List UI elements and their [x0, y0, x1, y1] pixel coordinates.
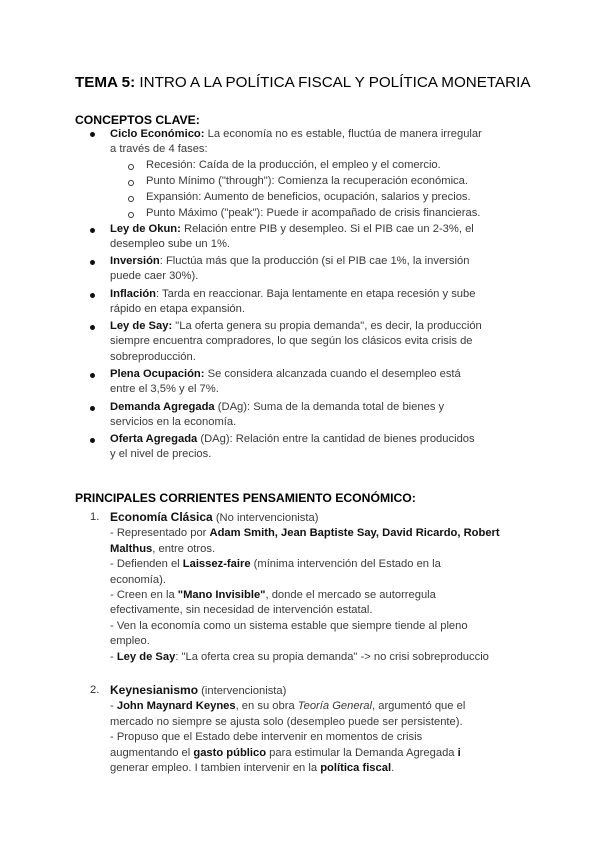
bullet-icon: [90, 325, 95, 330]
concept-ciclo: Ciclo Económico: La economía no es estable, fluctúa de manera irregular a través de 4 fases:: [110, 128, 482, 156]
fase-punto-maximo: Punto Máximo ("peak"): Puede ir acompañado de crisis financieras.: [146, 207, 481, 219]
concepts-heading: CONCEPTOS CLAVE:: [75, 113, 200, 127]
list-number: 2.: [90, 684, 100, 696]
bullet-icon: [90, 293, 95, 298]
bullet-icon: [90, 260, 95, 265]
currents-heading: PRINCIPALES CORRIENTES PENSAMIENTO ECONÓMICO:: [75, 491, 416, 505]
page-title: TEMA 5: INTRO A LA POLÍTICA FISCAL Y POLÍTICA MONETARIA: [75, 74, 531, 91]
concept-demanda-agregada: Demanda Agregada (DAg): Suma de la demanda total de bienes y servicios en la economía.: [110, 401, 445, 429]
current-clasica: Economía Clásica (No intervencionista) - Representado por Adam Smith, Jean Baptiste Say, David Ricardo, Robert Malthus, entre otros. - Defienden el Laissez-faire (mínima intervención del Estado en la economía). - Creen en la "Mano Invisible", donde el mercado se autorregula efectivamente, sin necesidad de intervención estatal. - Ven la economía como un sistema estable que siempre tiende al pleno empleo. - Ley de Say: "La oferta crea su propia demanda" -> no crisi sobreproduccio: [110, 510, 500, 663]
bullet-icon: [90, 132, 95, 137]
concept-plena-ocupacion: Plena Ocupación: Se considera alcanzada cuando el desempleo está entre el 3,5% y el 7%.: [110, 368, 461, 396]
bullet-icon: [90, 438, 95, 443]
concept-inflacion: Inflación: Tarda en reaccionar. Baja lentamente en etapa recesión y sube rápido en etapa expansión.: [110, 288, 476, 316]
fase-punto-minimo: Punto Mínimo ("through"): Comienza la recuperación económica.: [146, 175, 468, 187]
circle-bullet-icon: [128, 196, 134, 202]
circle-bullet-icon: [128, 164, 134, 170]
concept-okun: Ley de Okun: Relación entre PIB y desempleo. Si el PIB cae un 2-3%, el desempleo sube un 1%.: [110, 223, 474, 251]
concept-ley-say: Ley de Say: "La oferta genera su propia demanda", es decir, la producción siempre encuentra compradores, lo que según los clásicos evita crisis de sobreproducción.: [110, 320, 482, 363]
fase-recesion: Recesión: Caída de la producción, el empleo y el comercio.: [146, 159, 441, 171]
concept-oferta-agregada: Oferta Agregada (DAg): Relación entre la cantidad de bienes producidos y el nivel de precios.: [110, 433, 475, 461]
fase-expansion: Expansión: Aumento de beneficios, ocupación, salarios y precios.: [146, 191, 471, 203]
circle-bullet-icon: [128, 180, 134, 186]
bullet-icon: [90, 406, 95, 411]
bullet-icon: [90, 228, 95, 233]
list-number: 1.: [90, 511, 100, 523]
bullet-icon: [90, 373, 95, 378]
concept-inversion: Inversión: Fluctúa más que la producción (si el PIB cae 1%, la inversión puede caer 30%).: [110, 255, 470, 283]
circle-bullet-icon: [128, 212, 134, 218]
current-keynesianismo: Keynesianismo (intervencionista) - John Maynard Keynes, en su obra Teoría General, argumentó que el mercado no siempre se ajusta solo (desempleo puede ser persistente). - Propuso que el Estado debe intervenir en momentos de crisis augmentando el gasto público para estimular la Demanda Agregada i generar empleo. I tambien intervenir en la política fiscal.: [110, 683, 466, 775]
